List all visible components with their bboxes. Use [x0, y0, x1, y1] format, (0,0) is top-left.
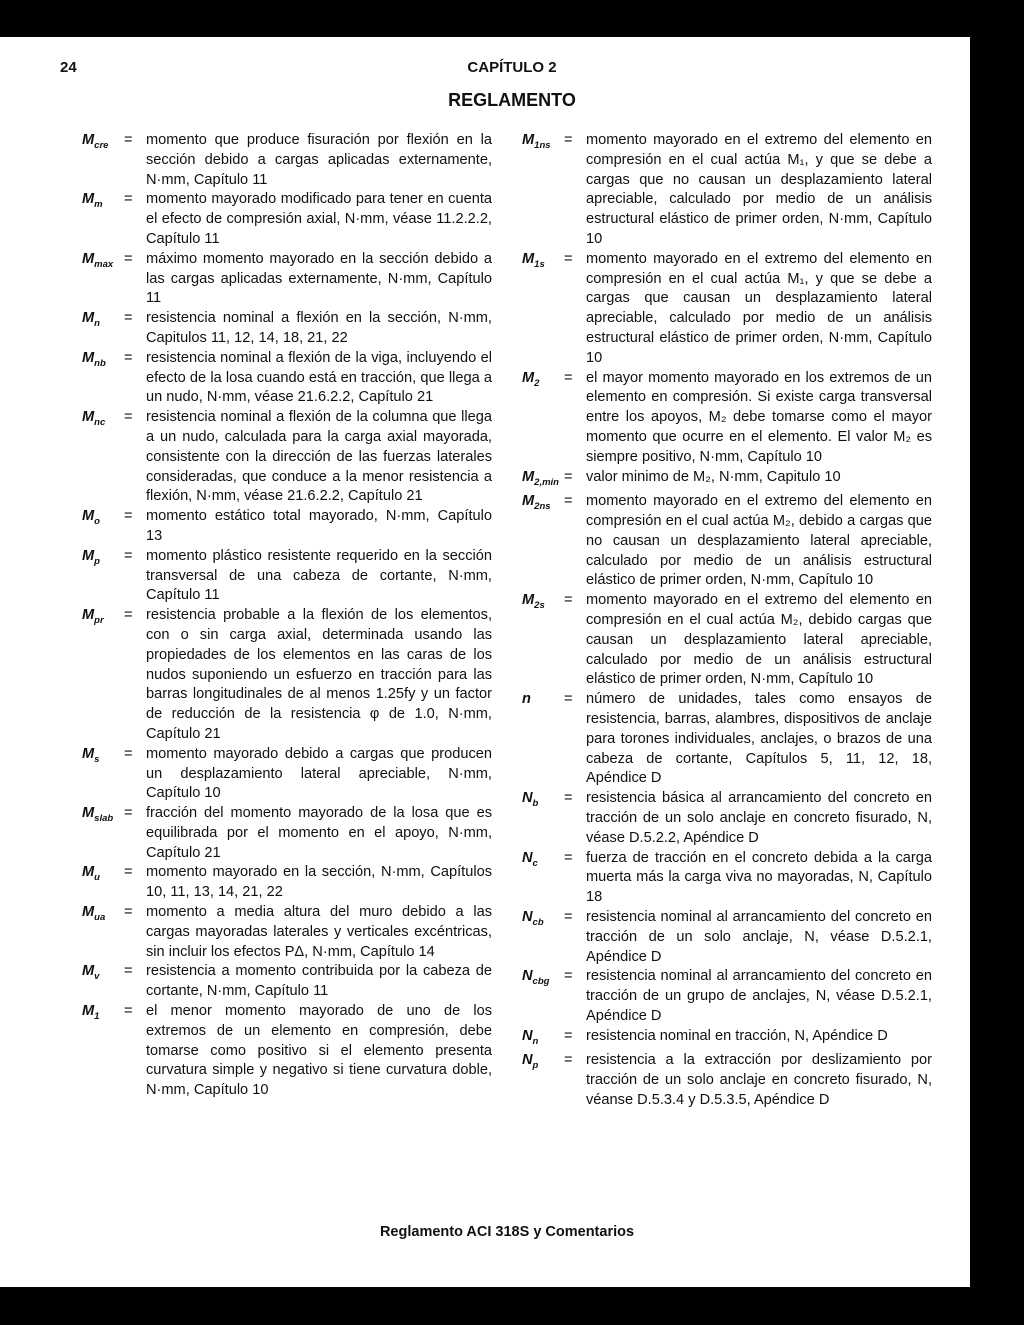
section-title: REGLAMENTO	[448, 90, 576, 110]
symbol-base: M	[82, 963, 95, 980]
symbol-base: M	[82, 904, 95, 921]
definition-text: resistencia nominal en tracción, N, Apéndice D	[586, 1027, 888, 1044]
symbol-base: M	[82, 607, 95, 624]
symbol-definition	[522, 849, 932, 908]
symbol	[82, 250, 124, 309]
symbol-base: N	[522, 908, 533, 925]
symbol-base: M	[82, 409, 95, 426]
right-column	[522, 131, 932, 1111]
symbol	[522, 849, 564, 908]
definition-text: momento que produce fisuración por flexión en la sección debido a cargas aplicadas externamente, N·mm, Capítulo 11	[146, 132, 492, 188]
symbol-base: M	[82, 745, 95, 762]
equals-sign: =	[564, 849, 573, 866]
equals-sign: =	[564, 691, 573, 708]
equals-sign: =	[124, 904, 133, 921]
symbol	[82, 606, 124, 745]
page-footer: Reglamento ACI 318S y Comentarios	[379, 1224, 635, 1240]
symbol	[522, 591, 564, 690]
definition-text: el mayor momento mayorado en los extremos de un elemento en compresión. Si existe carga transversal entre los apoyos, M₂ debe tomarse como el mayor momento que ocurre en el elemento. El valor M₂ es siempre positivo, N·mm, Capítulo 10	[586, 369, 932, 465]
symbol-definition	[522, 967, 932, 1026]
symbol	[82, 903, 124, 962]
symbol	[522, 908, 564, 967]
definition-text: momento mayorado debido a cargas que producen un desplazamiento lateral apreciable, N·mm, Capítulo 10	[146, 745, 492, 802]
equals-sign: =	[564, 1052, 573, 1069]
symbol-definition	[82, 131, 492, 190]
equals-sign: =	[124, 349, 133, 366]
symbol-definition	[82, 903, 492, 962]
symbol-subscript: cre	[94, 139, 109, 151]
symbol-definition	[82, 547, 492, 606]
symbol-base: M	[82, 805, 95, 822]
symbol-subscript: 2ns	[534, 501, 551, 513]
symbol	[82, 804, 124, 863]
symbol-subscript: p	[532, 1060, 539, 1072]
symbol-definition	[82, 962, 492, 1002]
symbol-subscript: o	[94, 516, 100, 528]
symbol-base: M	[82, 310, 95, 327]
symbol-base: M	[522, 592, 535, 609]
definition-text: momento estático total mayorado, N·mm, Capítulo 13	[146, 508, 492, 544]
symbol-subscript: b	[532, 798, 539, 810]
symbol-base: M	[82, 132, 95, 148]
definition-text: resistencia a la extracción por deslizamiento por tracción de un solo anclaje en concreto fisurado, N, véanse D.5.3.4 y D.5.3.5, Apéndice D	[586, 1052, 932, 1109]
symbol-subscript: ua	[94, 911, 106, 923]
symbol-base: M	[82, 191, 95, 208]
symbol-base: N	[522, 1027, 533, 1044]
symbol-subscript: u	[94, 872, 100, 884]
equals-sign: =	[564, 1027, 573, 1044]
symbol-base: M	[82, 508, 95, 525]
symbol	[82, 745, 124, 804]
equals-sign: =	[124, 310, 133, 327]
symbol-definition	[522, 131, 932, 250]
symbol-base: N	[522, 1052, 533, 1069]
symbol-base: M	[82, 864, 95, 881]
symbol-base: N	[522, 968, 533, 985]
symbol-base: N	[522, 849, 533, 866]
symbol-subscript: 2	[534, 377, 540, 389]
equals-sign: =	[124, 132, 133, 148]
symbol-subscript: n	[532, 1035, 539, 1047]
document-page	[0, 37, 970, 1287]
page-number: 24	[60, 59, 77, 76]
definition-text: resistencia nominal a flexión en la sección, N·mm, Capitulos 11, 12, 14, 18, 21, 22	[146, 310, 492, 346]
symbol-definition	[522, 369, 932, 468]
symbol	[522, 789, 564, 848]
definition-text: resistencia a momento contribuida por la cabeza de cortante, N·mm, Capítulo 11	[146, 963, 492, 1000]
symbol-definition	[82, 190, 492, 249]
symbol-subscript: cb	[532, 916, 544, 928]
equals-sign: =	[124, 508, 133, 525]
equals-sign: =	[124, 963, 133, 980]
definition-text: fuerza de tracción en el concreto debida a la carga muerta más la carga viva no mayoradas, N, Capítulo 18	[586, 849, 932, 906]
symbol-subscript: n	[94, 318, 100, 330]
symbol-base: M	[82, 547, 95, 564]
equals-sign: =	[564, 908, 573, 925]
equals-sign: =	[124, 1003, 133, 1020]
symbol-definition	[82, 250, 492, 309]
definition-text: momento mayorado en la sección, N·mm, Capítulos 10, 11, 13, 14, 21, 22	[146, 864, 492, 901]
symbol-definition	[82, 745, 492, 804]
symbol-definition	[82, 863, 492, 903]
symbol	[82, 962, 124, 1002]
symbol-subscript: 1	[94, 1010, 100, 1022]
equals-sign: =	[124, 805, 133, 822]
symbol-subscript: p	[94, 555, 100, 567]
definition-text: resistencia básica al arrancamiento del concreto en tracción de un solo anclaje en concreto fisurado, N, véase D.5.2.2, Apéndice D	[586, 790, 932, 846]
symbol-base: N	[522, 790, 533, 807]
equals-sign: =	[124, 864, 133, 881]
definition-text: resistencia nominal a flexión de la columna que llega a un nudo, calculada para la carga axial mayorada, consistente con la dirección de las fuerzas laterales consideradas, que conduce a la menor resistencia a flexión, N·mm, véase 21.6.2.2, Capítulo 21	[146, 409, 492, 505]
symbol	[82, 547, 124, 606]
symbol-subscript: s	[94, 753, 100, 765]
symbol	[82, 349, 124, 408]
symbol-definition	[522, 1027, 932, 1052]
equals-sign: =	[564, 493, 573, 510]
equals-sign: =	[564, 968, 573, 985]
symbol-definition	[82, 408, 492, 507]
symbol-base: M	[522, 493, 535, 510]
definition-text: número de unidades, tales como ensayos de resistencia, barras, alambres, dispositivos de anclaje para torones individuales, anclajes, o brazos de una cabeza de cortante, Capítulos 5, 11, 12, 18, Apéndice D	[586, 691, 932, 787]
symbol-definition	[82, 309, 492, 349]
symbol-subscript: pr	[94, 615, 104, 627]
symbol-base: M	[522, 369, 535, 386]
equals-sign: =	[124, 607, 133, 624]
symbol	[522, 492, 564, 591]
symbol	[82, 131, 124, 190]
equals-sign: =	[124, 250, 133, 267]
symbol	[522, 131, 564, 250]
symbol	[522, 250, 564, 369]
definition-text: momento mayorado en el extremo del elemento en compresión en el cual actúa M₂, debido a cargas que no causan un desplazamiento lateral apreciable, calculado por medio de un análisis estructural elástico de primer orden, N·mm, Capítulo 10	[586, 493, 932, 589]
symbol-definition	[82, 349, 492, 408]
symbol-base: M	[82, 250, 95, 267]
symbol-definition	[82, 804, 492, 863]
definition-text: máximo momento mayorado en la sección debido a las cargas aplicadas externamente, N·mm, Capítulo 11	[146, 250, 492, 307]
symbol-subscript: c	[532, 857, 538, 869]
symbol-base: M	[82, 1003, 95, 1020]
definition-text: momento mayorado en el extremo del elemento en compresión en el cual actúa M₁, y que se debe a cargas que no causan un desplazamiento lateral apreciable, calculado por medio de un análisis estructural elástico de primer orden, N·mm, Capítulo 10	[586, 132, 932, 247]
symbol-base: M	[522, 468, 535, 485]
equals-sign: =	[564, 250, 573, 267]
equals-sign: =	[564, 790, 573, 807]
symbol-base: M	[82, 349, 95, 366]
symbol-subscript: 2,min	[534, 476, 559, 488]
symbol-subscript: 1ns	[534, 139, 551, 151]
symbol	[522, 1027, 564, 1052]
symbol-subscript: nc	[94, 417, 106, 429]
symbol	[82, 190, 124, 249]
left-column	[82, 131, 492, 1101]
definition-text: momento plástico resistente requerido en la sección transversal de una cabeza de cortante, N·mm, Capítulo 11	[146, 547, 492, 604]
chapter-heading: CAPÍTULO 2	[467, 59, 557, 76]
symbol	[522, 468, 564, 493]
equals-sign: =	[124, 409, 133, 426]
equals-sign: =	[124, 191, 133, 208]
symbol	[522, 690, 564, 789]
equals-sign: =	[564, 592, 573, 609]
equals-sign: =	[564, 369, 573, 386]
definition-text: fracción del momento mayorado de la losa que es equilibrada por el momento en el apoyo, N·mm, Capítulo 21	[146, 805, 492, 861]
definition-text: valor minimo de M₂, N·mm, Capitulo 10	[586, 468, 841, 485]
definition-text: momento mayorado en el extremo del elemento en compresión en el cual actúa M₁, y que se debe a cargas que causan un desplazamiento lateral apreciable, calculado por medio de un análisis estructural elástico de primer orden, N·mm, Capítulo 10	[586, 250, 932, 366]
symbol-definition	[82, 507, 492, 547]
symbol-subscript: max	[94, 258, 114, 270]
symbol-definition	[522, 690, 932, 789]
symbol-definition	[82, 606, 492, 745]
symbol-base: M	[522, 132, 535, 148]
symbol-subscript: nb	[94, 357, 106, 369]
symbol-definition	[522, 908, 932, 967]
symbol-subscript: m	[94, 199, 103, 211]
symbol	[82, 507, 124, 547]
definition-text: momento mayorado en el extremo del elemento en compresión en el cual actúa M₂, debido cargas que causan un desplazamiento lateral apreciable, calculado por medio de un análisis estructural elástico de primer orden, N·mm, Capítulo 10	[586, 592, 932, 688]
definition-text: momento a media altura del muro debido a las cargas mayoradas laterales y verticales excéntricas, sin incluir los efectos PΔ, N·mm, Capítulo 14	[146, 904, 492, 960]
symbol	[82, 309, 124, 349]
definition-text: resistencia nominal a flexión de la viga, incluyendo el efecto de la losa cuando está en tracción, que llega a un nudo, N·mm, véase 21.6.2.2, Capítulo 21	[146, 349, 492, 406]
equals-sign: =	[124, 547, 133, 564]
symbol-definition	[82, 1002, 492, 1101]
symbol-definition	[522, 250, 932, 369]
definition-text: el menor momento mayorado de uno de los extremos de un elemento en compresión, debe tomarse como positivo si el elemento presenta curvatura simple y negativo si tiene curvatura doble, N·mm, Capítulo 10	[146, 1003, 492, 1099]
symbol	[522, 967, 564, 1026]
symbol-subscript: 2s	[534, 600, 545, 612]
symbol-definition	[522, 789, 932, 848]
symbol	[82, 408, 124, 507]
symbol-subscript: cbg	[532, 976, 550, 988]
symbol	[522, 369, 564, 468]
symbol-subscript: 1s	[534, 258, 545, 270]
symbol	[82, 1002, 124, 1101]
definition-text: resistencia nominal al arrancamiento del concreto en tracción de un solo anclaje, N, véase D.5.2.1, Apéndice D	[586, 908, 932, 965]
equals-sign: =	[564, 132, 573, 148]
symbol-base: n	[522, 691, 531, 708]
definition-text: resistencia nominal al arrancamiento del concreto en tracción de un grupo de anclajes, N, véase D.5.2.1, Apéndice D	[586, 968, 932, 1024]
symbol-subscript: slab	[94, 813, 114, 824]
symbol-definition	[522, 468, 932, 493]
definition-text: resistencia probable a la flexión de los elementos, con o sin carga axial, determinada usando las propiedades de los elementos en las caras de los nudos suponiendo un esfuerzo en tracción para las barras longitudinales de al menos 1.25fy y un factor de reducción de la resistencia φ de 1.0, N·mm, Capítulo 21	[146, 607, 492, 742]
symbol-definition	[522, 591, 932, 690]
symbol-base: M	[522, 250, 535, 267]
symbol	[82, 863, 124, 903]
equals-sign: =	[124, 745, 133, 762]
symbol	[522, 1051, 564, 1110]
symbol-subscript: v	[94, 971, 100, 983]
symbol-definition	[522, 492, 932, 591]
definition-text: momento mayorado modificado para tener en cuenta el efecto de compresión axial, N·mm, véase 11.2.2.2, Capítulo 11	[146, 191, 492, 247]
equals-sign: =	[564, 468, 573, 485]
symbol-definition	[522, 1051, 932, 1110]
